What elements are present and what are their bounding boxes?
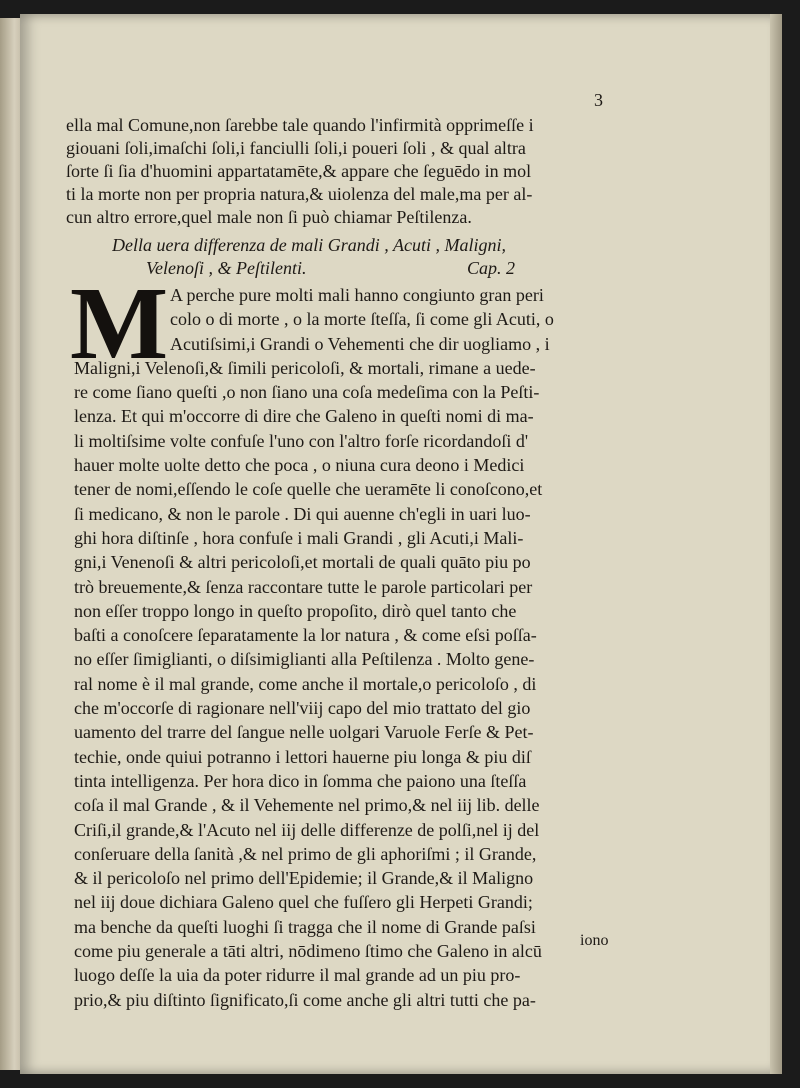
text-line: che m'occorſe di ragionare nell'viij capo del mio trattato del gio bbox=[74, 698, 531, 719]
text-line: li moltiſsime volte confuſe l'uno con l'altro forſe ricordandoſi d' bbox=[74, 430, 529, 451]
intro-paragraph bbox=[66, 114, 628, 229]
text-line: conſeruare della ſanità ,& nel primo de gli aphoriſmi ; il Grande, bbox=[74, 843, 537, 864]
chapter-number: Cap. 2 bbox=[467, 258, 516, 278]
text-line: ella mal Comune,non ſarebbe tale quando l'infirmità opprimeſſe i bbox=[66, 115, 534, 135]
text-line: & il pericoloſo nel primo dell'Epidemie; il Grande,& il Maligno bbox=[74, 868, 534, 889]
text-line: hauer molte uolte detto che poca , o niuna cura deono i Medici bbox=[74, 455, 525, 476]
text-line: prio,& piu diſtinto ſignificato,ſi come anche gli altri tutti che pa- bbox=[74, 989, 536, 1010]
text-line: re come ſiano queſti ,o non ſiano una coſa medeſima con la Peſti- bbox=[74, 382, 540, 403]
text-line: gni,i Venenoſi & altri pericoloſi,et mortali de quali quāto piu po bbox=[74, 552, 531, 573]
text-line: lenza. Et qui m'occorre di dire che Galeno in queſti nomi di ma- bbox=[74, 406, 534, 427]
text-line: A perche pure molti mali hanno congiunto gran peri bbox=[170, 285, 544, 305]
page-edge bbox=[770, 14, 782, 1074]
text-line: uamento del trarre del ſangue nelle uolgari Varuole Ferſe & Pet- bbox=[74, 722, 534, 743]
text-line: techie, onde quiui potranno i lettori hauerne piu longa & piu diſ bbox=[74, 746, 531, 767]
text-line: no eſſer ſimiglianti, o diſsimiglianti alla Peſtilenza . Molto gene- bbox=[74, 649, 535, 670]
text-line: nel iij doue dichiara Galeno quel che fuſſero gli Herpeti Grandi; bbox=[74, 892, 533, 913]
drop-cap: M bbox=[70, 266, 167, 381]
chapter-heading bbox=[112, 234, 612, 280]
text-line: Criſi,il grande,& l'Acuto nel iij delle differenze de polſi,nel ij del bbox=[74, 819, 540, 840]
catchword: iono bbox=[580, 932, 609, 949]
text-line: cun altro errore,quel male non ſi può chiamar Peſtilenza. bbox=[66, 207, 472, 227]
text-line: non eſſer troppo longo in queſto propoſito, dirò quel tanto che bbox=[74, 600, 517, 621]
heading-line-2: Velenoſi , & Peſtilenti. bbox=[146, 258, 307, 278]
text-line: ſi medicano, & non le parole . Di qui auenne ch'egli in uari luo- bbox=[74, 503, 531, 524]
text-line: ghi hora diſtinſe , hora confuſe i mali Grandi , gli Acuti,i Mali- bbox=[74, 527, 524, 548]
text-line: trò breuemente,& ſenza raccontare tutte le parole particolari per bbox=[74, 576, 533, 597]
text-line: ral nome è il mal grande, come anche il mortale,o pericoloſo , di bbox=[74, 673, 537, 694]
text-line: tinta intelligenza. Per hora dico in ſomma che paiono una ſteſſa bbox=[74, 770, 527, 791]
text-line: ti la morte non per propria natura,& uiolenza del male,ma per al- bbox=[66, 184, 533, 204]
text-line: baſti a conoſcere ſeparatamente la lor natura , & come eſsi poſſa- bbox=[74, 625, 537, 646]
text-line: colo o di morte , o la morte ſteſſa, ſi come gli Acuti, o bbox=[170, 309, 554, 330]
text-line: giouani ſoli,imaſchi ſoli,i fanciulli ſoli,i poueri ſoli , & qual altra bbox=[66, 138, 526, 158]
text-line: luogo deſſe la uia da poter ridurre il mal grande ad un piu pro- bbox=[74, 965, 521, 986]
text-line: ſorte ſi ſia d'huomini appartatamēte,& appare che ſeguēdo in mol bbox=[66, 161, 532, 181]
text-line: come piu generale a tāti altri, nōdimeno ſtimo che Galeno in alcū bbox=[74, 941, 542, 962]
text-line: Acutiſsimi,i Grandi o Vehementi che dir uogliamo , i bbox=[170, 333, 550, 354]
text-line: ma benche da queſti luoghi ſi tragga che il nome di Grande paſsi bbox=[74, 916, 536, 937]
text-line: tener de nomi,eſſendo le coſe quelle che ueramēte li conoſcono,et bbox=[74, 479, 543, 500]
heading-line-1: Della uera differenza de mali Grandi , Acuti , Maligni, bbox=[112, 235, 506, 255]
page-number: 3 bbox=[594, 90, 603, 110]
text-line: coſa il mal Grande , & il Vehemente nel primo,& nel iij lib. delle bbox=[74, 795, 540, 816]
chapter-body bbox=[74, 283, 626, 1012]
text-line: Maligni,i Velenoſi,& ſimili pericoloſi, & mortali, rimane a uede- bbox=[74, 357, 536, 378]
